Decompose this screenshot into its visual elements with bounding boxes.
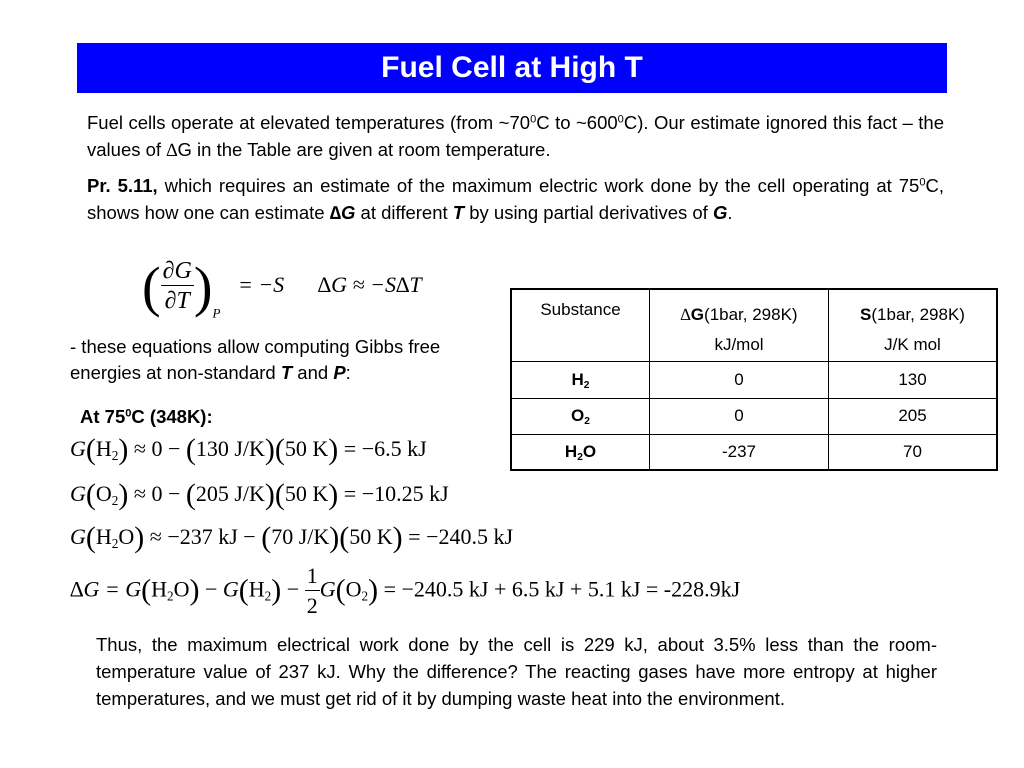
- thermo-data-table: [510, 288, 998, 471]
- equation-delta-g: $\Delta G = G(H_2O) - G(H_2)$ − $\frac{1}{2}$ $G(O_2) = -240.5$ kJ + 6.5 kJ + 5.1 kJ = -228.9kJ: [70, 563, 741, 618]
- conclusion-paragraph: Thus, the maximum electrical work done by the cell is 229 kJ, about 3.5% less than the room-temperature value of 237 kJ. Why the difference? The reacting gases have more entropy at higher temperatures, and we must get rid of it by dumping waste heat into the environment.: [96, 634, 937, 709]
- equation-g-o2: $G(O_2) \approx 0 - (205$ J/K)(50 K) = −10.25 kJ: [70, 478, 449, 511]
- equation-g-h2o: $G(H_2O) \approx -237$ kJ − (70 J/K)(50 K) = −240.5 kJ: [70, 521, 514, 554]
- slide-title: Fuel Cell at High T: [381, 51, 643, 84]
- intro-paragraph: Fuel cells operate at elevated temperatures (from $\sim 70^0C$ to $\sim 600^0C$). Our estimate ignored this fact – the values of ∆G in the Table are given at room temperature.: [87, 112, 944, 161]
- table-header-row: [511, 289, 997, 361]
- header-substance: Substance: [511, 289, 650, 361]
- problem-paragraph: Pr. 5.11, which requires an estimate of the maximum electric work done by the cell operating at $75^0C$, shows how one can estimate ∆G at different T by using partial derivatives of G.: [87, 175, 944, 223]
- temperature-label: At $75^0C$ (348K):: [80, 406, 213, 427]
- slide-title-bar: [77, 43, 947, 93]
- equation-g-h2: $G(H_2) \approx 0 - (130$ J/K)(50 K) = −6.5 kJ: [70, 433, 427, 466]
- table-row: $H_2$ 0 130: [511, 361, 997, 398]
- header-entropy: S(1bar, 298K) J/K mol: [829, 289, 998, 361]
- table-row: $H_2O$ -237 70: [511, 434, 997, 470]
- note-text: - these equations allow computing Gibbs free energies at non-standard T and P:: [70, 336, 441, 383]
- problem-ref: Pr. 5.11,: [87, 175, 158, 196]
- header-delta-g: ∆G(1bar, 298K) kJ/mol: [650, 289, 829, 361]
- partial-derivative-equation: ( $\frac{\partial G}{\partial T}$ )$_P = -S$ ∆G ≈ −S∆T: [142, 256, 422, 321]
- table-row: $O_2$ 0 205: [511, 398, 997, 434]
